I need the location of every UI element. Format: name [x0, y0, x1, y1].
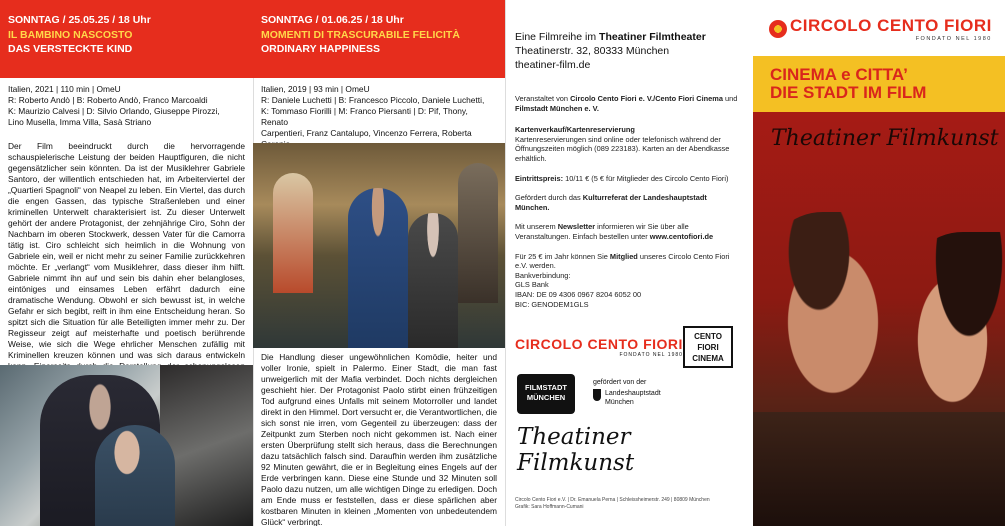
- flower-icon: [769, 20, 787, 38]
- venue-website[interactable]: theatiner-film.de: [515, 59, 591, 71]
- funded-by: Kulturreferat der Landeshauptstadt München.: [515, 193, 707, 212]
- circolo-logo-sub: FONDATO NEL 1980: [619, 352, 683, 358]
- price-text: 10/11 € (5 € für Mitglieder des Circolo Cento Fiori): [563, 173, 729, 183]
- cover-logo-text: CIRCOLO CENTO FIORI: [790, 16, 992, 35]
- tickets-info: [515, 125, 743, 163]
- tickets-heading: Kartenverkauf/Kartenreservierung: [515, 125, 635, 135]
- headline-line-1: CINEMA e CITTA’: [770, 65, 908, 84]
- person-figure: [408, 213, 458, 348]
- film-1-header: [0, 0, 253, 78]
- person-figure: [348, 188, 408, 348]
- organizer-pre: Veranstaltet von: [515, 94, 571, 103]
- headline-band: [753, 56, 1005, 112]
- cover-poster-photo: [753, 112, 1005, 526]
- funded-pre: Gefördert durch das: [515, 193, 583, 203]
- funded-logo: [593, 378, 661, 407]
- footer-credit: Grafik: Sara Hoffmann-Cumani: [515, 504, 584, 510]
- funding-info: [515, 193, 743, 212]
- cinema-logo-line: FIORI: [697, 343, 719, 352]
- film-2-synopsis: Die Handlung dieser ungewöhnlichen Komödie, heiter und voller Ironie, spielt in Palermo. Einer Stadt, die man fast unweigerlich mit der Mafia verbindet. Doch nichts dergleichen geschieht hier. Der Protagonist Paolo stirbt einen frühzeitigen Tod aufgrund eines Unfalls mit seinem Motorroller und landet direkt in den Himmel. Dort versucht er, die Verantwortlichen, die sich sonst nie irren, vom Gegenteil zu überzeugen: dass der Zeitpunkt zum Sterben noch nicht gekommen ist. Nach einer ersten Überprüfung stellt sich heraus, dass die Berechnungen dazu tatsächlich falsch sind. Daraufhin werden ihm zusätzliche 92 Minuten gewährt, die er in Begleitung eines Engels auf der Erde verbringen kann. Diese eine Stunde und 32 Minuten soll Paolo dazu nutzen, um alle wichtigen Dinge zu erledigen. Doch am Ende muss er feststellen, dass er diese spärlichen aber kostbaren Minuten in kleinen „Momenten von unbedeutendem Glück“ verbringt.: [261, 352, 497, 526]
- film-2-title-de: ORDINARY HAPPINESS: [261, 43, 381, 55]
- filmstadt-line: MÜNCHEN: [526, 393, 566, 402]
- series-info: [515, 30, 743, 72]
- footer-address: Circolo Cento Fiori e.V. | Dr. Emanuela Perna | Schleissheimerstr. 249 | 80809 München: [515, 497, 710, 503]
- film-1-synopsis: Der Film beeindruckt durch die hervorragende schauspielerische Leistung der beiden Hauptfiguren, die nicht gegensätzlicher sein könnten. Da ist der Musiklehrer Gabriele Santoro, der willentlich entschieden hat, im Arbeiterviertel der „Quartieri Spagnoli“ von Neapel zu leben. Ein Viertel, das durch die engen Gassen, das typische Straßenleben und einer kriminellen Unterwelt charakterisiert ist. Zu dieser Unterwelt gehört der andere Protagonist, der zehnjährige Ciro, Sohn der Nachbarn im oberen Stockwerk, dessen Vater für die Camorra tätig ist. Ciro schleicht sich heimlich in die Wohnung von Gabriele ein, weil er nicht mehr zu seiner Familie zurückkehren möchte. Er „verlangt“ vom Musiklehrer, dass dieser ihm hilft. Gabriele nimmt ihn auf und sein bis dahin eher belangloses, eintöniges und einsames Leben erfährt dadurch eine dramatische Wendung. Obwohl er sich bewusst ist, in welche Gefahr er sich begibt, reift in ihm eine Entscheidung heran. So spitzt sich die Situation für alle Beteiligten immer mehr zu. Der Regisseur zeigt auf meisterhafte und poetisch berührende Weise, wie sich die Wege ehrlicher Menschen zufällig mit Kriminellen kreuzen können und was sich daraus entwickeln: [8, 141, 245, 360]
- bank-line: IBAN: DE 09 4306 0967 8204 6052 00: [515, 289, 642, 299]
- cinema-logo-line: CENTO: [694, 332, 722, 341]
- film-column-1: [0, 0, 253, 526]
- film-2-still-photo: [253, 143, 505, 348]
- credit-line: Italien, 2019 | 93 min | OmeU: [261, 84, 370, 94]
- member-label: Mitglied: [609, 251, 638, 261]
- credit-line: Carpentieri, Franz Cantalupo, Vincenzo Ferrera, Roberta: [261, 128, 472, 138]
- credit-line: K: Maurizio Calvesi | D: Silvio Orlando, Giuseppe Pirozzi,: [8, 106, 220, 116]
- film-1-still-photo: [0, 365, 253, 526]
- newsletter-mid: informieren wir Sie über alle Veranstaltungen. Einfach bestellen unter: [515, 222, 689, 241]
- munich-crest-icon: [593, 389, 601, 401]
- bank-line: GLS Bank: [515, 280, 549, 290]
- cinema-logo-line: CINEMA: [692, 354, 724, 363]
- credit-line: K: Tommaso Fiorilli | M: Franco Piersanti | D: Pif, Thony, Renato: [261, 106, 468, 127]
- filmstadt-line: FILMSTADT: [525, 383, 567, 392]
- circolo-logo-text: CIRCOLO CENTO FIORI: [515, 336, 683, 352]
- woman-face: [903, 232, 1005, 412]
- credit-line: R: Daniele Luchetti | B: Francesco Piccolo, Daniele Luchetti,: [261, 95, 485, 105]
- member-post: unseres Circolo Cento Fiori e.V. werden.: [515, 251, 730, 271]
- newsletter-pre: Mit unserem: [515, 222, 558, 232]
- organizer-mid: und: [722, 94, 738, 103]
- newsletter-info: [515, 222, 743, 241]
- newsletter-url[interactable]: www.centofiori.de: [649, 231, 714, 241]
- film-1-date: SONNTAG / 25.05.25 / 18 Uhr: [8, 14, 151, 26]
- funded-logo-line: München: [605, 399, 634, 406]
- funded-logo-line: Landeshauptstadt: [605, 390, 661, 397]
- circolo-logo-small: [515, 336, 683, 358]
- membership-info: [515, 252, 743, 310]
- cento-fiori-cinema-logo: [683, 326, 733, 368]
- venue-address: Theatinerstr. 32, 80333 München: [515, 45, 670, 57]
- price-label: Eintrittspreis:: [515, 173, 564, 183]
- film-2-header: [253, 0, 505, 78]
- organizer-info: [515, 94, 743, 113]
- film-2-title-it: MOMENTI DI TRASCURABILE FELICITÀ: [261, 29, 460, 41]
- person-figure: [273, 173, 313, 293]
- organizer-1: Circolo Cento Fiori e. V./Cento Fiori Cinema: [570, 94, 723, 103]
- price-info: [515, 174, 743, 184]
- headline-line-2: DIE STADT IM FILM: [770, 83, 927, 102]
- man-face: [763, 212, 903, 412]
- member-pre: Für 25 € im Jahr können Sie: [515, 251, 610, 261]
- person-figure: [458, 163, 498, 303]
- shirt-shape: [753, 412, 1005, 526]
- cover-column: [753, 0, 1005, 526]
- cover-logo-sub: FONDATO NEL 1980: [915, 36, 992, 42]
- footer: [515, 497, 710, 511]
- film-1-title-it: IL BAMBINO NASCOSTO: [8, 29, 133, 41]
- newsletter-label: Newsletter: [557, 222, 596, 232]
- film-2-date: SONNTAG / 01.06.25 / 18 Uhr: [261, 14, 404, 26]
- series-line1: Eine Filmreihe im: [515, 31, 600, 43]
- organizer-2: Filmstadt München e. V.: [515, 103, 599, 113]
- child-figure: [95, 425, 175, 526]
- bank-line: Bankverbindung:: [515, 270, 571, 280]
- credit-line: Italien, 2021 | 110 min | OmeU: [8, 84, 121, 94]
- bank-line: BIC: GENODEM1GLS: [515, 299, 589, 309]
- film-1-credits: [0, 78, 253, 128]
- tickets-text: Kartenreservierungen sind online oder telefonisch während der Öffnungszeiten möglich (089 223183). Karten an der Abendkasse erhältlich.: [515, 134, 730, 163]
- info-column: [505, 0, 753, 526]
- filmstadt-logo: [517, 374, 575, 414]
- film-1-title-de: DAS VERSTECKTE KIND: [8, 43, 133, 55]
- funded-logo-line: gefördert von der: [593, 379, 647, 386]
- credit-line: R: Roberto Andò | B: Roberto Andò, Franco Marcoaldi: [8, 95, 208, 105]
- cover-script-title: Theatiner Filmkunst: [771, 126, 999, 151]
- venue-name: Theatiner Filmtheater: [599, 31, 706, 43]
- theatiner-logo: Theatiner Filmkunst: [517, 424, 635, 476]
- credit-line: Lino Musella, Imma Villa, Sasà Striano: [8, 117, 152, 127]
- circolo-logo-large: [769, 16, 992, 42]
